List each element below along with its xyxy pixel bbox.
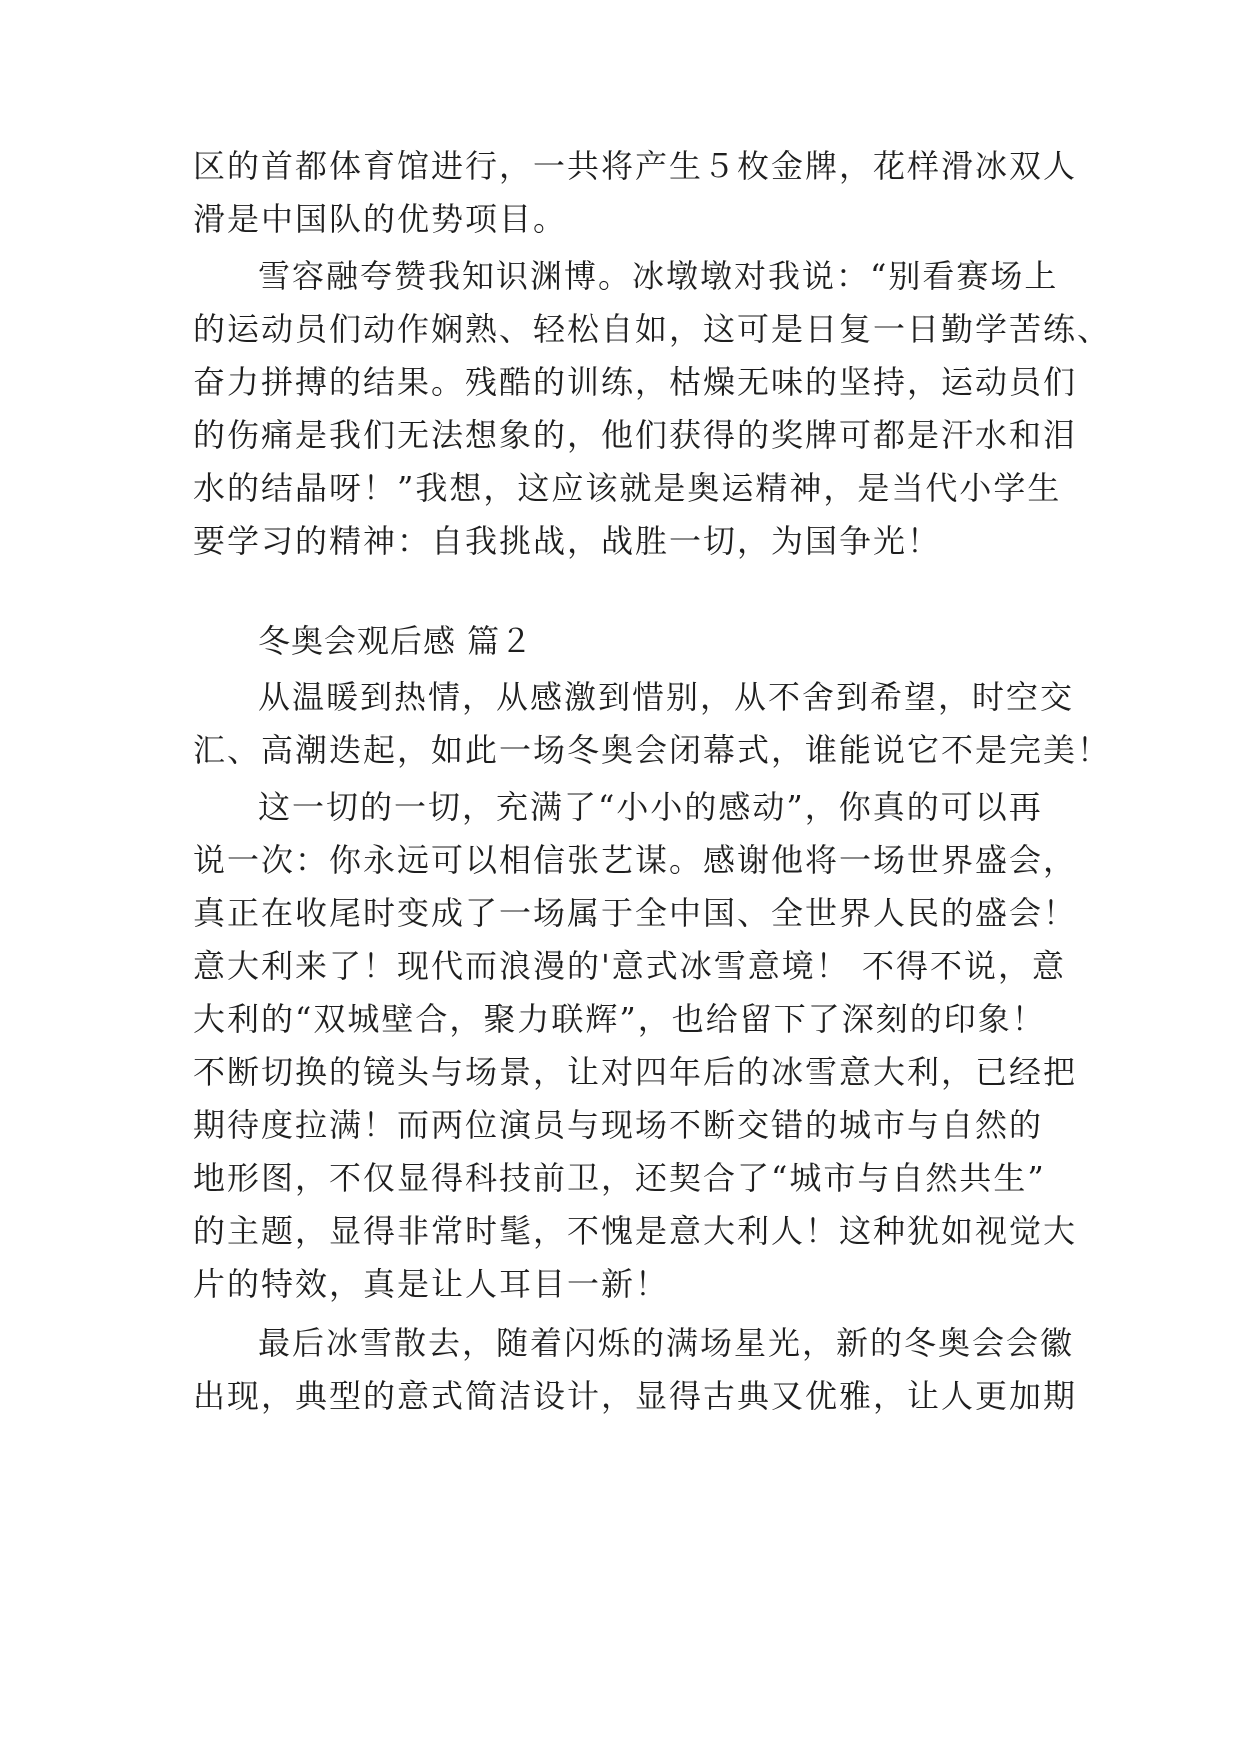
text-line: 不断切换的镜头与场景，让对四年后的冰雪意大利，已经把 <box>193 1053 1078 1091</box>
text-line: 的运动员们动作娴熟、轻松自如，这可是日复一日勤学苦练、 <box>193 310 1112 348</box>
text-line: 意大利来了！现代而浪漫的'意式冰雪意境！ 不得不说，意 <box>193 947 1066 985</box>
text-line: 片的特效，真是让人耳目一新！ <box>193 1265 670 1303</box>
paragraph-first-line: 雪容融夸赞我知识渊博。冰墩墩对我说：“别看赛场上 <box>258 257 1059 295</box>
text-line: 出现，典型的意式简洁设计，显得古典又优雅，让人更加期 <box>193 1377 1078 1415</box>
text-line: 真正在收尾时变成了一场属于全中国、全世界人民的盛会！ <box>193 894 1078 932</box>
text-line: 的主题，显得非常时髦，不愧是意大利人！这种犹如视觉大 <box>193 1212 1078 1250</box>
paragraph-first-line: 这一切的一切，充满了“小小的感动”，你真的可以再 <box>258 788 1043 826</box>
text-line: 期待度拉满！而两位演员与现场不断交错的城市与自然的 <box>193 1106 1044 1144</box>
paragraph-first-line: 最后冰雪散去，随着闪烁的满场星光，新的冬奥会会徽 <box>258 1324 1075 1362</box>
text-line: 汇、高潮迭起，如此一场冬奥会闭幕式，谁能说它不是完美！ <box>193 731 1112 769</box>
text-line: 水的结晶呀！”我想，这应该就是奥运精神，是当代小学生 <box>193 469 1062 507</box>
text-line: 区的首都体育馆进行，一共将产生５枚金牌，花样滑冰双人 <box>193 147 1078 185</box>
text-line: 的伤痛是我们无法想象的，他们获得的奖牌可都是汗水和泪 <box>193 416 1078 454</box>
text-line: 要学习的精神：自我挑战，战胜一切，为国争光！ <box>193 522 942 560</box>
paragraph-first-line: 从温暖到热情，从感激到惜别，从不舍到希望，时空交 <box>258 678 1075 716</box>
text-line: 说一次：你永远可以相信张艺谋。感谢他将一场世界盛会， <box>193 841 1078 879</box>
text-line: 奋力拼搏的结果。残酷的训练，枯燥无味的坚持，运动员们 <box>193 363 1078 401</box>
section-heading: 冬奥会观后感 篇２ <box>258 622 534 660</box>
text-line: 滑是中国队的优势项目。 <box>193 200 568 238</box>
text-line: 大利的“双城壁合，聚力联辉”，也给留下了深刻的印象！ <box>193 1000 1046 1038</box>
text-line: 地形图，不仅显得科技前卫，还契合了“城市与自然共生” <box>193 1159 1046 1197</box>
